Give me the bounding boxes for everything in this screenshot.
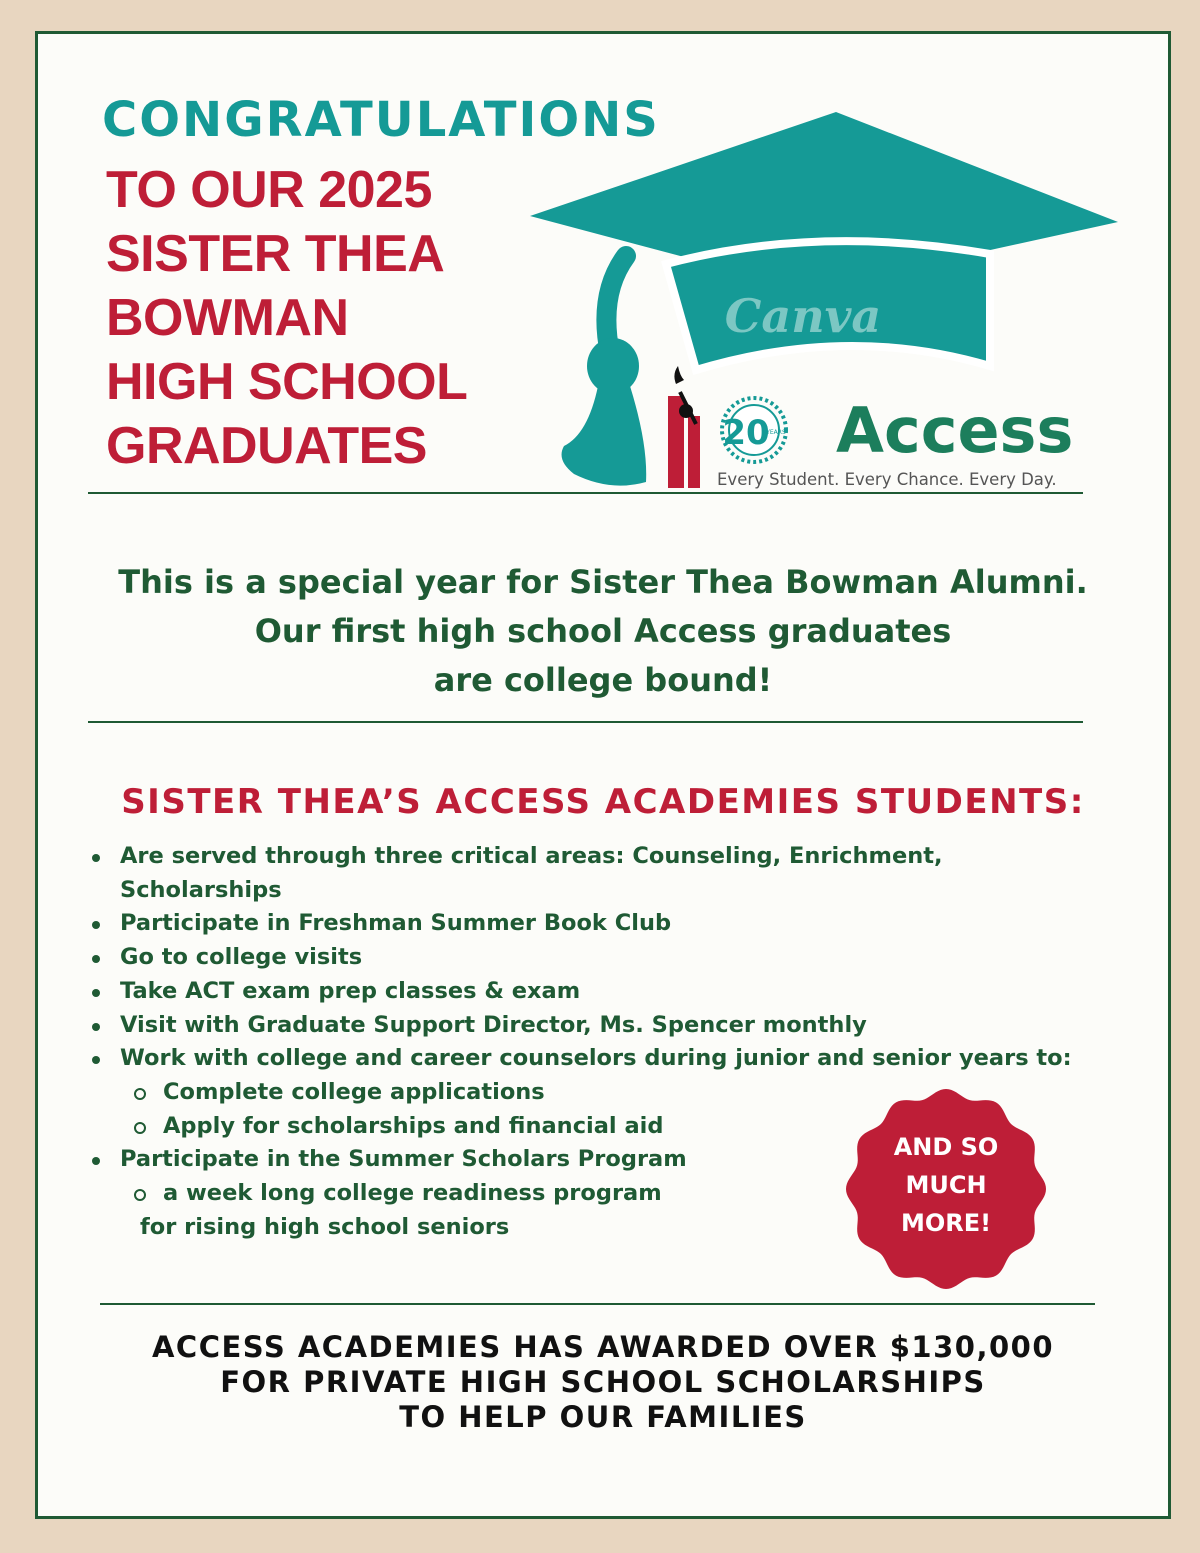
students-heading: SISTER THEA’S ACCESS ACADEMIES STUDENTS:	[121, 782, 1085, 822]
divider	[100, 1303, 1095, 1305]
list-item: Are served through three critical areas: Counseling, Enrichment,	[88, 840, 1128, 874]
list-item: Visit with Graduate Support Director, Ms. Spencer monthly	[88, 1009, 1128, 1043]
canva-watermark: Canva	[724, 289, 882, 343]
sub-list-item: a week long college readiness program	[88, 1177, 1128, 1211]
sub-list-item: Apply for scholarships and financial aid	[88, 1110, 1128, 1144]
title-line: BOWMAN	[106, 289, 349, 347]
closing-line: ACCESS ACADEMIES HAS AWARDED OVER $130,000	[151, 1330, 1055, 1364]
tassel-fringe	[562, 386, 647, 486]
intro-line: This is a special year for Sister Thea Bowman Alumni.	[118, 563, 1088, 601]
circle-bullet-icon	[134, 1122, 146, 1134]
graduates-title	[106, 158, 467, 478]
bullet-icon	[92, 955, 100, 963]
sub-list-item-continuation: for rising high school seniors	[140, 1213, 510, 1240]
closing-line: TO HELP OUR FAMILIES	[399, 1400, 807, 1434]
graduation-cap-logo	[518, 104, 1128, 494]
list-item: Take ACT exam prep classes & exam	[88, 975, 1128, 1009]
tassel-knot	[587, 338, 639, 394]
sub-list-item: Complete college applications	[88, 1076, 1128, 1110]
badge-line: MORE!	[900, 1209, 992, 1237]
intro-line: are college bound!	[433, 661, 773, 699]
badge-line: MUCH	[905, 1171, 987, 1199]
intro-statement	[38, 558, 1168, 705]
access-brand: Access	[836, 394, 1074, 467]
divider	[88, 721, 1083, 723]
bullet-icon	[92, 989, 100, 997]
list-item-continuation: Scholarships	[120, 876, 282, 903]
flyer-card	[35, 31, 1171, 1519]
list-item: Participate in Freshman Summer Book Club	[88, 907, 1128, 941]
title-line: TO OUR 2025	[106, 161, 432, 219]
list-item: Participate in the Summer Scholars Program	[88, 1143, 1128, 1177]
closing-statement	[38, 1330, 1168, 1435]
bullet-icon	[92, 1157, 100, 1165]
badge-years: YEARS	[766, 429, 786, 436]
closing-line: FOR PRIVATE HIGH SCHOOL SCHOLARSHIPS	[220, 1365, 986, 1399]
list-item: Work with college and career counselors during junior and senior years to:	[88, 1042, 1128, 1076]
twenty-years-badge-icon	[722, 398, 786, 462]
bullet-icon	[92, 921, 100, 929]
title-line: GRADUATES	[106, 417, 427, 475]
circle-bullet-icon	[134, 1189, 146, 1201]
access-tagline: Every Student. Every Chance. Every Day.	[717, 470, 1057, 489]
bullet-icon	[92, 1023, 100, 1031]
divider	[88, 492, 1083, 494]
list-item: Go to college visits	[88, 941, 1128, 975]
badge-number: 20	[722, 413, 770, 453]
circle-bullet-icon	[134, 1088, 146, 1100]
intro-line: Our first high school Access graduates	[254, 612, 952, 650]
torch-figure-icon	[668, 366, 700, 488]
bullet-icon	[92, 1056, 100, 1064]
seal-badge-text	[843, 1128, 1049, 1242]
bullet-icon	[92, 854, 100, 862]
title-line: SISTER THEA	[106, 225, 445, 283]
badge-line: AND SO	[893, 1133, 999, 1161]
title-line: HIGH SCHOOL	[106, 353, 468, 411]
congratulations-heading: CONGRATULATIONS	[102, 92, 660, 148]
